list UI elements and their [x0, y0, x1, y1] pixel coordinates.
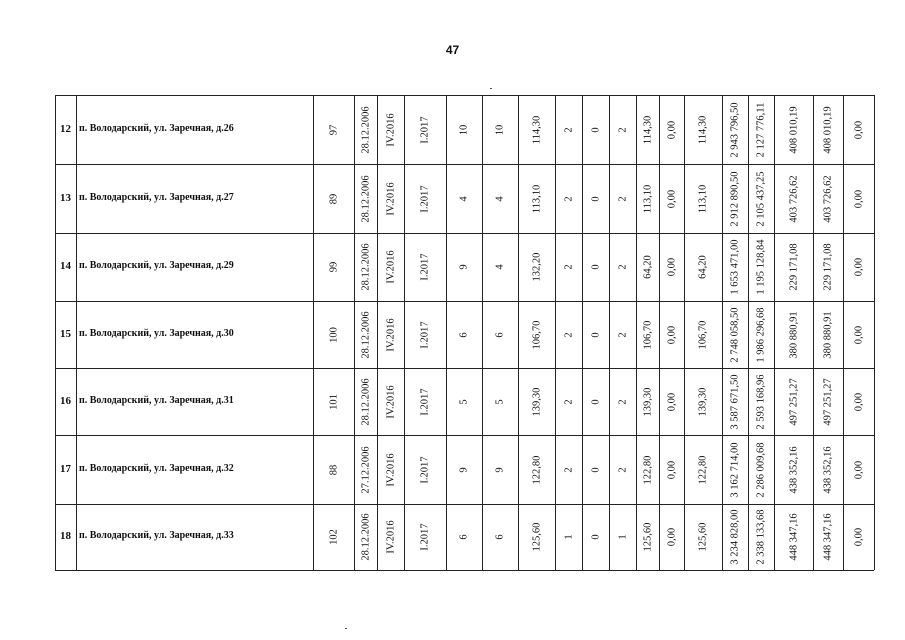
cell-value: 2 338 133,68 — [755, 509, 767, 565]
cell-value: 114,30 — [642, 115, 653, 144]
cell-value: 2 912 890,50 — [729, 170, 741, 227]
table-cell — [482, 504, 518, 570]
table-cell — [684, 164, 722, 233]
cell-value: 2 127 776,11 — [755, 102, 767, 157]
cell-value: 10 — [458, 124, 470, 135]
cell-value: 4 — [458, 195, 470, 202]
cell-value: 0,00 — [666, 325, 677, 344]
cell-value: 28.12.2006 — [360, 310, 371, 359]
table-cell — [555, 233, 582, 301]
cell-value: 114,30 — [531, 115, 542, 144]
table-cell — [659, 368, 684, 435]
table-cell — [636, 164, 659, 233]
table-cell — [813, 504, 843, 570]
cell-value: 1 195 128,84 — [755, 239, 767, 295]
table-cell — [582, 368, 609, 435]
table-cell — [482, 301, 518, 368]
cell-value: 101 — [328, 393, 339, 410]
table-cell — [722, 504, 748, 570]
cell-value: 403 726,62 — [822, 174, 834, 223]
table-cell — [774, 233, 813, 301]
address-cell: п. Володарский, ул. Заречная, д.27 — [79, 191, 234, 203]
cell-value: IV.2016 — [385, 384, 396, 419]
table-cell — [684, 368, 722, 435]
address-cell: п. Володарский, ул. Заречная, д.33 — [79, 530, 234, 541]
page-number: 47 — [445, 43, 460, 57]
table-cell — [774, 504, 813, 570]
table-cell — [684, 435, 722, 504]
table-cell — [354, 164, 377, 233]
cell-value: 0,00 — [666, 257, 677, 277]
address-cell: п. Володарский, ул. Заречная, д.31 — [79, 394, 234, 406]
cell-value: 28.12.2006 — [360, 105, 371, 154]
cell-value: 2 — [617, 466, 628, 473]
cell-value: 0 — [590, 195, 601, 202]
table-cell — [609, 368, 636, 435]
table-cell — [609, 164, 636, 233]
table-cell — [843, 164, 874, 233]
cell-value: I.2017 — [419, 523, 431, 551]
table-cell — [748, 301, 774, 368]
table-cell — [813, 95, 843, 164]
cell-value: 28.12.2006 — [360, 377, 371, 426]
table-cell — [636, 504, 659, 570]
table-cell — [377, 368, 404, 435]
cell-value: 0,00 — [853, 189, 864, 208]
table-cell — [636, 435, 659, 504]
cell-value: 106,70 — [697, 320, 709, 349]
table-cell — [446, 95, 482, 164]
cell-value: 2 593 168,96 — [755, 373, 767, 430]
scan-mark — [345, 628, 347, 629]
table-cell — [722, 233, 748, 301]
cell-value: 408 010,19 — [788, 105, 799, 154]
cell-value: 0,00 — [853, 527, 864, 547]
table-cell — [774, 95, 813, 164]
cell-value: IV.2016 — [385, 250, 396, 284]
cell-value: 0,00 — [666, 527, 677, 547]
table-cell — [518, 504, 555, 570]
table-cell — [659, 233, 684, 301]
table-cell — [446, 164, 482, 233]
table-cell — [636, 233, 659, 301]
table-cell — [482, 435, 518, 504]
table-cell — [313, 435, 354, 504]
table-cell — [659, 95, 684, 164]
table-cell — [582, 164, 609, 233]
table-cell — [722, 95, 748, 164]
table-cell — [354, 233, 377, 301]
table-cell — [446, 504, 482, 570]
cell-value: 28.12.2006 — [360, 174, 371, 223]
cell-value: 497 251,27 — [788, 377, 799, 426]
table-cell — [774, 368, 813, 435]
table-cell — [748, 435, 774, 504]
table-cell — [659, 301, 684, 368]
table-cell — [774, 164, 813, 233]
cell-value: 6 — [494, 331, 506, 338]
cell-value: 88 — [328, 464, 339, 475]
address-cell: п. Володарский, ул. Заречная, д.30 — [79, 327, 234, 339]
cell-value: 0,00 — [666, 392, 677, 411]
cell-value: IV.2016 — [385, 452, 396, 487]
table-cell — [582, 301, 609, 368]
cell-value: 9 — [458, 466, 470, 473]
cell-value: 2 748 058,50 — [729, 306, 741, 363]
cell-value: 99 — [328, 261, 339, 273]
table-cell — [582, 95, 609, 164]
cell-value: 113,10 — [531, 184, 542, 213]
table-cell — [813, 164, 843, 233]
cell-value: 438 352,16 — [822, 445, 834, 494]
cell-value: 9 — [494, 466, 506, 473]
cell-value: 403 726,62 — [788, 174, 799, 223]
cell-value: I.2017 — [419, 320, 431, 349]
table-cell — [748, 504, 774, 570]
cell-value: 2 — [563, 398, 574, 405]
cell-value: 0,00 — [666, 120, 677, 139]
cell-value: 0 — [590, 466, 601, 473]
row-number: 13 — [60, 191, 71, 204]
cell-value: 1 — [563, 534, 574, 540]
cell-value: 380 880,91 — [822, 310, 834, 359]
cell-value: 408 010,19 — [822, 105, 834, 154]
cell-value: 2 — [617, 126, 628, 133]
table-cell — [313, 504, 354, 570]
table-cell — [354, 95, 377, 164]
table-cell — [377, 435, 404, 504]
cell-value: 4 — [494, 264, 506, 270]
table-cell — [843, 435, 874, 504]
cell-value: 28.12.2006 — [360, 243, 371, 291]
table-cell — [555, 435, 582, 504]
cell-value: 64,20 — [697, 255, 709, 279]
cell-value: 97 — [328, 124, 339, 135]
row-number: 14 — [60, 260, 71, 272]
table-cell — [843, 95, 874, 164]
cell-value: 64,20 — [642, 255, 653, 279]
table-cell — [404, 435, 446, 504]
cell-value: 6 — [458, 331, 470, 338]
table-cell — [518, 301, 555, 368]
cell-value: 448 347,16 — [788, 513, 799, 561]
cell-value: 5 — [458, 398, 470, 405]
table-cell — [518, 95, 555, 164]
cell-value: 0 — [590, 331, 601, 338]
cell-value: 2 — [563, 264, 574, 270]
cell-value: 0,00 — [666, 189, 677, 208]
cell-value: I.2017 — [419, 253, 431, 281]
table-cell — [722, 368, 748, 435]
address-cell: п. Володарский, ул. Заречная, д.26 — [79, 122, 234, 134]
table-cell — [659, 435, 684, 504]
cell-value: 2 — [617, 331, 628, 338]
table-cell — [446, 368, 482, 435]
cell-value: 2 — [563, 466, 574, 473]
table-cell — [377, 301, 404, 368]
table-cell — [518, 368, 555, 435]
cell-value: 2 943 796,50 — [729, 101, 741, 158]
table-cell — [313, 301, 354, 368]
cell-value: 2 — [617, 195, 628, 202]
table-cell — [659, 504, 684, 570]
cell-value: 2 286 009,68 — [755, 441, 767, 498]
cell-value: 27.12.2006 — [360, 445, 371, 494]
table-cell — [748, 164, 774, 233]
table-cell — [377, 504, 404, 570]
table-cell — [748, 233, 774, 301]
cell-value: I.2017 — [419, 184, 431, 213]
cell-value: 139,30 — [642, 387, 653, 416]
cell-value: 229 171,08 — [788, 243, 799, 291]
cell-value: 1 653 471,00 — [729, 239, 741, 295]
table-cell — [722, 301, 748, 368]
cell-value: 0 — [590, 398, 601, 405]
table-cell — [555, 368, 582, 435]
table-cell — [404, 95, 446, 164]
cell-value: 0 — [590, 126, 601, 133]
table-cell — [684, 95, 722, 164]
cell-value: 229 171,08 — [822, 243, 834, 291]
cell-value: 4 — [494, 195, 506, 202]
table-cell — [404, 504, 446, 570]
table-cell — [813, 301, 843, 368]
cell-value: 0,00 — [853, 257, 864, 277]
cell-value: 2 — [617, 264, 628, 270]
table-cell — [313, 164, 354, 233]
table-cell — [813, 233, 843, 301]
row-divider — [55, 570, 874, 571]
cell-value: 106,70 — [531, 320, 542, 349]
table-cell — [684, 233, 722, 301]
cell-value: I.2017 — [419, 115, 431, 144]
table-cell — [609, 435, 636, 504]
cell-value: 6 — [494, 534, 506, 540]
table-cell — [446, 233, 482, 301]
table-cell — [404, 301, 446, 368]
table-cell — [482, 95, 518, 164]
table-cell — [636, 95, 659, 164]
cell-value: 2 105 437,25 — [755, 170, 767, 227]
table-cell — [446, 301, 482, 368]
cell-value: 28.12.2006 — [360, 513, 371, 561]
cell-value: 106,70 — [642, 320, 653, 349]
table-cell — [482, 368, 518, 435]
cell-value: 497 251,27 — [822, 377, 834, 426]
cell-value: 2 — [563, 195, 574, 202]
table-cell — [748, 368, 774, 435]
table-cell — [813, 368, 843, 435]
cell-value: 89 — [328, 193, 339, 204]
cell-value: 0 — [590, 264, 601, 270]
table-cell — [404, 164, 446, 233]
cell-value: IV.2016 — [385, 181, 396, 216]
cell-value: 2 — [617, 398, 628, 405]
cell-value: I.2017 — [419, 455, 431, 484]
table-cell — [813, 435, 843, 504]
table-cell — [843, 504, 874, 570]
cell-value: 122,80 — [697, 455, 709, 484]
table-cell — [518, 435, 555, 504]
cell-value: 125,60 — [642, 522, 653, 552]
table-cell — [313, 233, 354, 301]
cell-value: 122,80 — [642, 455, 653, 484]
cell-value: 2 — [563, 331, 574, 338]
table-cell — [518, 164, 555, 233]
cell-value: 380 880,91 — [788, 310, 799, 359]
row-number: 16 — [60, 394, 71, 407]
table-cell — [843, 301, 874, 368]
cell-value: 102 — [328, 529, 339, 545]
cell-value: 122,80 — [531, 455, 542, 484]
cell-value: 100 — [328, 326, 339, 343]
table-cell — [843, 233, 874, 301]
table-cell — [354, 301, 377, 368]
cell-value: 438 352,16 — [788, 445, 799, 494]
row-number: 12 — [60, 122, 71, 135]
cell-value: 0,00 — [853, 120, 864, 139]
cell-value: IV.2016 — [385, 112, 396, 147]
table-cell — [377, 95, 404, 164]
cell-value: 448 347,16 — [822, 513, 834, 561]
table-cell — [684, 301, 722, 368]
cell-value: 3 162 714,00 — [729, 441, 741, 498]
cell-value: 125,60 — [697, 522, 709, 552]
cell-value: 0,00 — [853, 392, 864, 411]
row-number: 17 — [60, 462, 71, 475]
table-cell — [404, 368, 446, 435]
address-cell: п. Володарский, ул. Заречная, д.32 — [79, 462, 234, 474]
table-cell — [354, 504, 377, 570]
cell-value: 0,00 — [853, 460, 864, 479]
cell-value: 139,30 — [697, 387, 709, 416]
cell-value: 10 — [494, 124, 506, 135]
cell-value: 0 — [590, 534, 601, 540]
table-cell — [609, 504, 636, 570]
table-cell — [582, 233, 609, 301]
table-cell — [555, 95, 582, 164]
table-cell — [609, 301, 636, 368]
table-cell — [582, 435, 609, 504]
cell-value: 132,20 — [531, 252, 542, 282]
table-cell — [636, 368, 659, 435]
table-cell — [482, 164, 518, 233]
table-cell — [482, 233, 518, 301]
table-cell — [774, 435, 813, 504]
cell-value: 1 — [617, 534, 628, 540]
cell-value: IV.2016 — [385, 520, 396, 554]
cell-value: 3 234 828,00 — [729, 509, 741, 565]
row-number: 18 — [60, 530, 71, 542]
cell-value: I.2017 — [419, 387, 431, 416]
cell-value: 139,30 — [531, 387, 542, 416]
table-cell — [555, 504, 582, 570]
table-cell — [748, 95, 774, 164]
cell-value: IV.2016 — [385, 317, 396, 352]
table-cell — [582, 504, 609, 570]
scan-mark — [490, 88, 492, 89]
table-cell — [446, 435, 482, 504]
table-cell — [684, 504, 722, 570]
table-cell — [722, 164, 748, 233]
cell-value: 3 587 671,50 — [729, 373, 741, 430]
cell-value: 2 — [563, 126, 574, 133]
table-cell — [377, 233, 404, 301]
cell-value: 9 — [458, 264, 470, 270]
cell-value: 113,10 — [642, 184, 653, 213]
table-cell — [555, 301, 582, 368]
cell-value: 6 — [458, 534, 470, 540]
table-cell — [313, 95, 354, 164]
table-cell — [354, 435, 377, 504]
table-cell — [722, 435, 748, 504]
table-cell — [659, 164, 684, 233]
cell-value: 0,00 — [853, 325, 864, 344]
table-cell — [354, 368, 377, 435]
column-divider — [874, 95, 875, 570]
cell-value: 113,10 — [697, 184, 709, 213]
table-cell — [518, 233, 555, 301]
table-cell — [774, 301, 813, 368]
table-cell — [377, 164, 404, 233]
cell-value: 114,30 — [697, 115, 709, 144]
table-cell — [609, 233, 636, 301]
cell-value: 1 986 296,68 — [755, 306, 767, 363]
table-cell — [555, 164, 582, 233]
table-cell — [313, 368, 354, 435]
cell-value: 0,00 — [666, 460, 677, 479]
address-cell: п. Володарский, ул. Заречная, д.29 — [79, 260, 234, 271]
table-cell — [636, 301, 659, 368]
column-divider — [76, 95, 77, 570]
table-cell — [609, 95, 636, 164]
table-cell — [843, 368, 874, 435]
cell-value: 125,60 — [531, 522, 542, 552]
cell-value: 5 — [494, 398, 506, 405]
row-number: 15 — [60, 327, 71, 340]
table-cell — [404, 233, 446, 301]
